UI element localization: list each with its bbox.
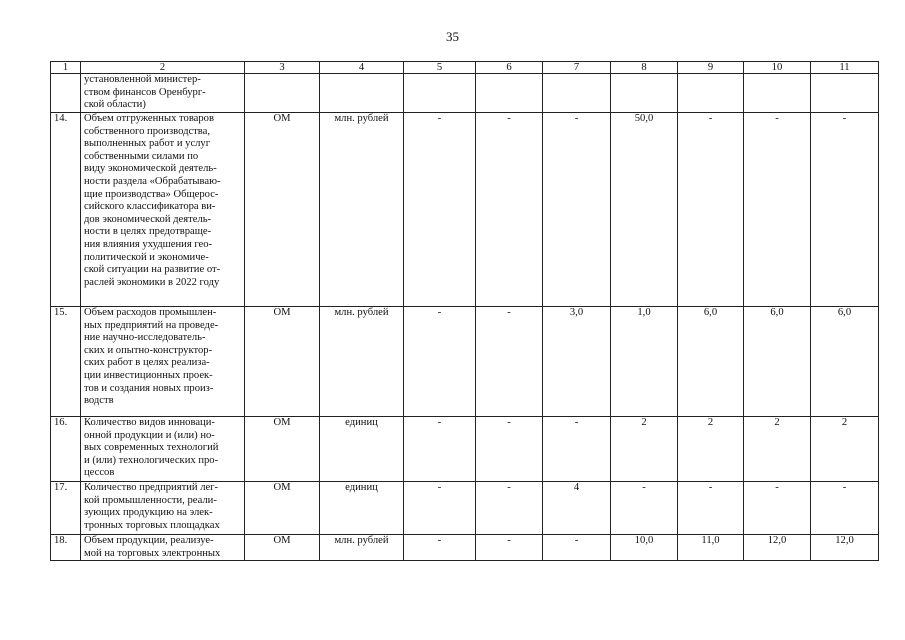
- row-value-col11: [811, 74, 879, 113]
- row-source: ОМ: [245, 417, 320, 482]
- row-value-col10: 2: [744, 417, 811, 482]
- row-value-col8: 2: [611, 417, 678, 482]
- header-cell: 3: [245, 62, 320, 74]
- row-description: Объем продукции, реализуе- мой на торговых электронных: [81, 535, 245, 561]
- row-source: ОМ: [245, 482, 320, 535]
- row-value-col5: -: [404, 417, 476, 482]
- row-description: Количество видов инноваци- онной продукции и (или) но- вых современных технологий и (или) технологических про- цессов: [81, 417, 245, 482]
- row-number: 17.: [51, 482, 81, 535]
- header-cell: 1: [51, 62, 81, 74]
- row-value-col6: -: [476, 535, 543, 561]
- row-value-col9: [678, 74, 744, 113]
- row-value-col11: -: [811, 113, 879, 307]
- row-unit: [320, 74, 404, 113]
- header-cell: 6: [476, 62, 543, 74]
- row-value-col6: -: [476, 113, 543, 307]
- row-value-col10: 6,0: [744, 307, 811, 417]
- row-number: 18.: [51, 535, 81, 561]
- row-value-col5: -: [404, 535, 476, 561]
- row-value-col5: -: [404, 482, 476, 535]
- row-value-col11: 2: [811, 417, 879, 482]
- row-source: ОМ: [245, 307, 320, 417]
- row-unit: млн. рублей: [320, 113, 404, 307]
- row-value-col5: -: [404, 113, 476, 307]
- table-row: [51, 113, 879, 307]
- row-unit: единиц: [320, 482, 404, 535]
- page-number: 35: [446, 29, 459, 44]
- row-value-col5: -: [404, 307, 476, 417]
- row-value-col9: 6,0: [678, 307, 744, 417]
- table-row: [51, 482, 879, 535]
- row-number: 14.: [51, 113, 81, 307]
- row-value-col7: 4: [543, 482, 611, 535]
- row-value-col5: [404, 74, 476, 113]
- row-description: Количество предприятий лег- кой промышленности, реали- зующих продукцию на элек- тронных торговых площадках: [81, 482, 245, 535]
- row-value-col10: -: [744, 113, 811, 307]
- row-value-col8: 1,0: [611, 307, 678, 417]
- row-unit: млн. рублей: [320, 535, 404, 561]
- header-cell: 9: [678, 62, 744, 74]
- row-unit: млн. рублей: [320, 307, 404, 417]
- table-row: [51, 417, 879, 482]
- table-row: [51, 307, 879, 417]
- table-row: [51, 74, 879, 113]
- row-value-col10: -: [744, 482, 811, 535]
- row-description: Объем расходов промышлен- ных предприятий на проведе- ние научно-исследователь- ских и опытно-конструктор- ских работ в целях реализа- ции инвестиционных проек- тов и создания новых произ- водств: [81, 307, 245, 417]
- header-cell: 8: [611, 62, 678, 74]
- row-value-col6: -: [476, 482, 543, 535]
- row-value-col6: -: [476, 307, 543, 417]
- table-row: [51, 535, 879, 561]
- row-description: установленной министер- ством финансов Оренбург- ской области): [81, 74, 245, 113]
- row-source: ОМ: [245, 535, 320, 561]
- row-value-col7: -: [543, 113, 611, 307]
- row-value-col8: 10,0: [611, 535, 678, 561]
- row-value-col9: 11,0: [678, 535, 744, 561]
- header-cell: 2: [81, 62, 245, 74]
- row-value-col6: -: [476, 417, 543, 482]
- row-source: ОМ: [245, 113, 320, 307]
- row-value-col6: [476, 74, 543, 113]
- row-value-col7: [543, 74, 611, 113]
- header-cell: 5: [404, 62, 476, 74]
- indicators-table: [50, 61, 879, 561]
- row-number: 15.: [51, 307, 81, 417]
- row-value-col8: [611, 74, 678, 113]
- row-unit: единиц: [320, 417, 404, 482]
- row-value-col9: -: [678, 482, 744, 535]
- row-value-col10: 12,0: [744, 535, 811, 561]
- row-value-col7: 3,0: [543, 307, 611, 417]
- row-value-col7: -: [543, 535, 611, 561]
- row-number: [51, 74, 81, 113]
- header-cell: 10: [744, 62, 811, 74]
- row-number: 16.: [51, 417, 81, 482]
- header-cell: 7: [543, 62, 611, 74]
- row-value-col7: -: [543, 417, 611, 482]
- row-description: Объем отгруженных товаров собственного производства, выполненных работ и услуг собственными силами по виду экономической деятель- ности раздела «Обрабатываю- щие производства» Общерос- сийского классификатора ви- дов экономической деятель- ности в целях предотвраще- ния влияния ухудшения гео- политической и экономиче- ской ситуации на развитие от- раслей экономики в 2022 году: [81, 113, 245, 307]
- row-value-col10: [744, 74, 811, 113]
- row-value-col9: 2: [678, 417, 744, 482]
- header-cell: 11: [811, 62, 879, 74]
- header-cell: 4: [320, 62, 404, 74]
- row-value-col9: -: [678, 113, 744, 307]
- row-value-col8: -: [611, 482, 678, 535]
- row-value-col11: -: [811, 482, 879, 535]
- row-value-col11: 6,0: [811, 307, 879, 417]
- row-value-col8: 50,0: [611, 113, 678, 307]
- row-value-col11: 12,0: [811, 535, 879, 561]
- row-source: [245, 74, 320, 113]
- table-header-row: [51, 62, 879, 74]
